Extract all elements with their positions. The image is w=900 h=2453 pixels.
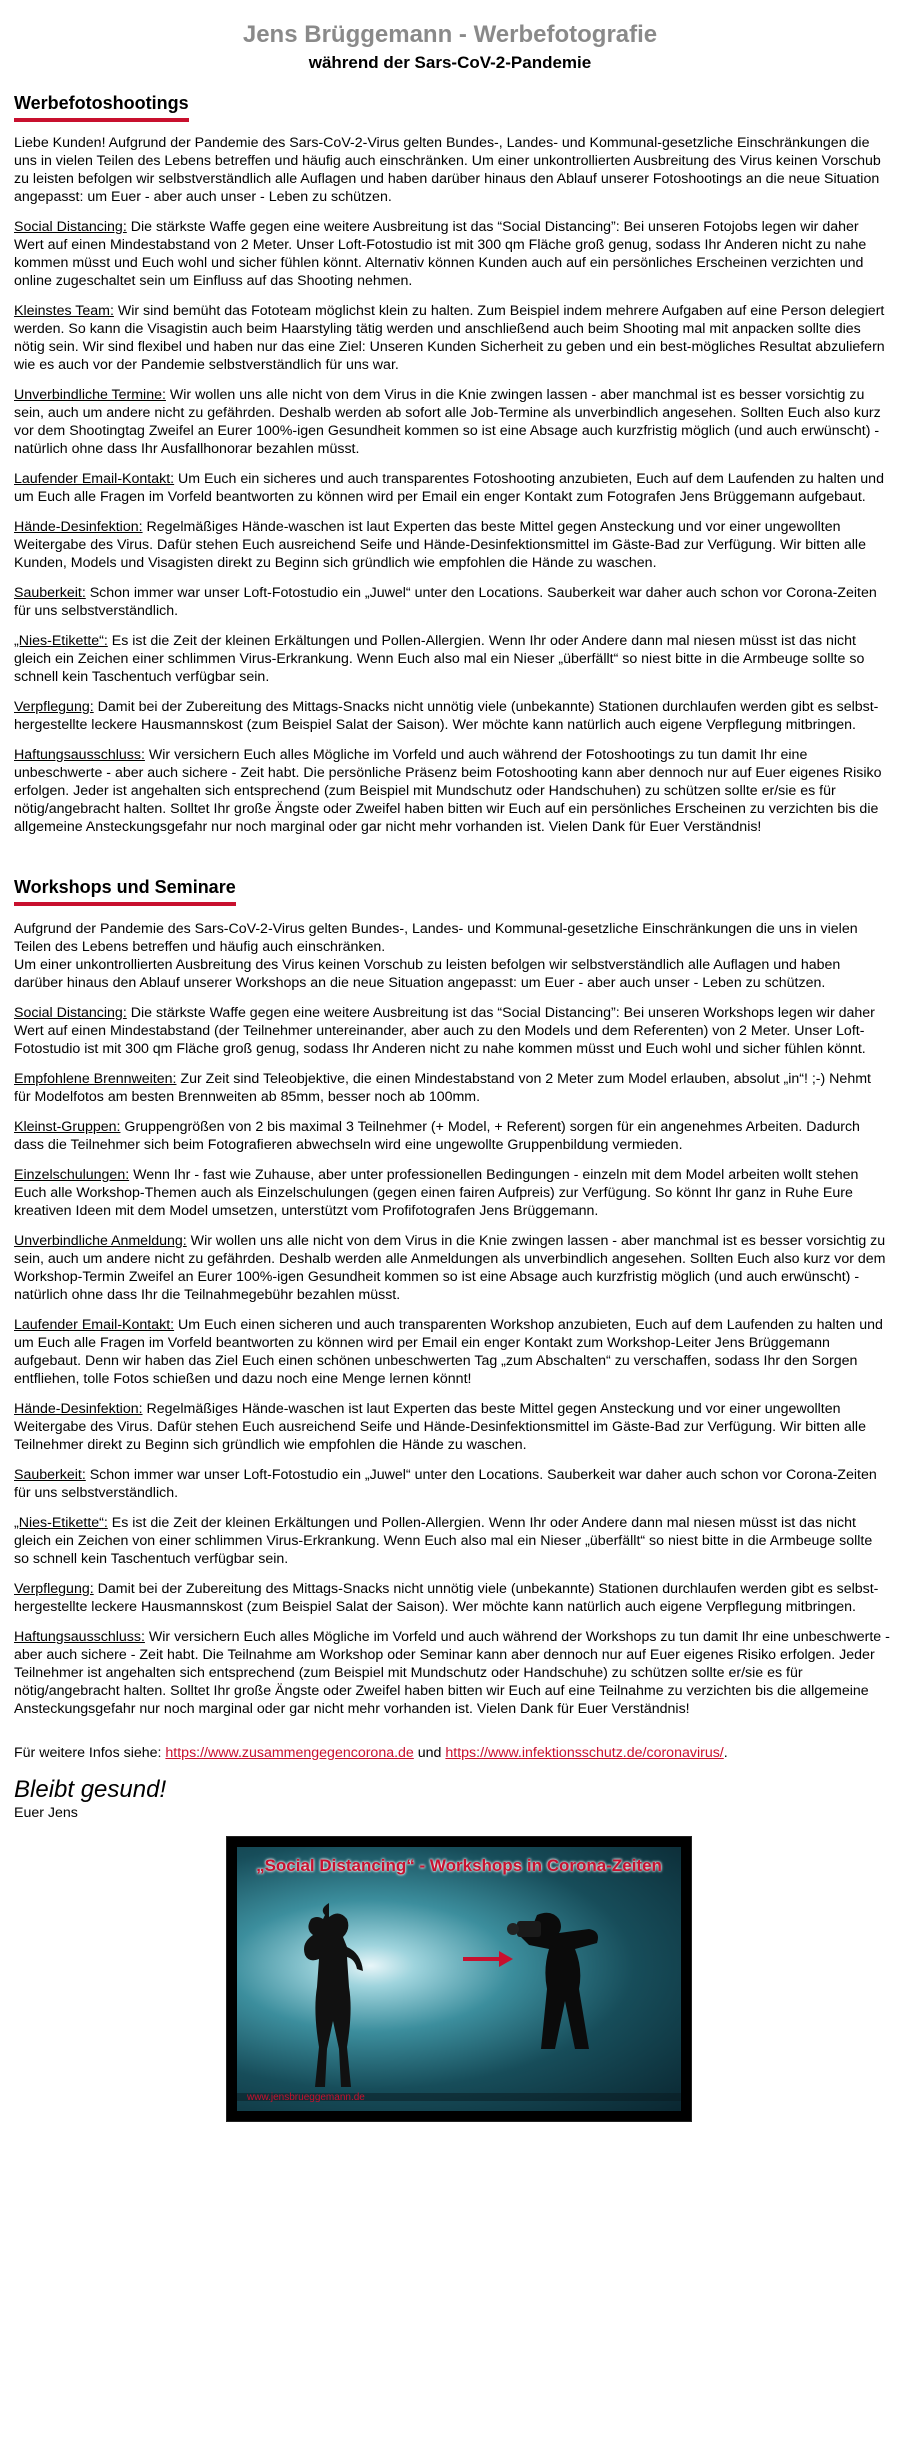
rule-paragraph xyxy=(14,584,890,620)
rule-paragraph xyxy=(14,632,890,686)
rule-label: Haftungsausschluss: xyxy=(14,1629,145,1645)
section-workshops xyxy=(8,836,892,1718)
page-subtitle: während der Sars-CoV-2-Pandemie xyxy=(308,53,592,72)
arrow-head-icon xyxy=(499,1951,513,1967)
info-mid: und xyxy=(413,1745,446,1761)
rule-text: Regelmäßiges Hände-waschen ist laut Experten das beste Mittel gegen Ansteckung und vor einer ungewollten Weitergabe des Virus. Dafür stehen Euch ausreichend Seife und Hände-Desinfektionsmittel im Gäste-Bad zur Verfügung. Wir bitten alle Teilnehmer direkt zu Beginn sich gründlich wie empfohlen die Hände zu waschen. xyxy=(14,1401,866,1453)
intro-line: Aufgrund der Pandemie des Sars-CoV-2-Virus gelten Bundes-, Landes- und Kommunal-gesetzliche Einschränkungen die uns in vielen Teilen des Lebens betreffen und häufig auch einschränken. xyxy=(14,921,858,955)
signature: Euer Jens xyxy=(14,1805,78,1821)
link-zusammengegencorona[interactable]: https://www.zusammengegencorona.de xyxy=(165,1745,414,1761)
rule-label: Einzelschulungen: xyxy=(14,1167,130,1183)
rule-label: Laufender Email-Kontakt: xyxy=(14,471,175,487)
model-silhouette xyxy=(304,1903,363,2087)
banner-url: www.jensbrueggemann.de xyxy=(247,2092,365,2103)
rule-text: Es ist die Zeit der kleinen Erkältungen und Pollen-Allergien. Wenn Ihr oder Andere dann mal niesen müsst ist das nicht gleich ein Zeichen von einer schlimmen Virus-Erkrankung. Wenn Euch also mal ein Nieser „überfällt“ so niest bitte in die Armbeuge sollte so schnell kein Taschentuch verfügbar sein. xyxy=(14,1515,873,1567)
rule-paragraph xyxy=(14,1118,890,1154)
rule-paragraph xyxy=(14,698,890,734)
rule-label: Kleinst-Gruppen: xyxy=(14,1119,121,1135)
rule-text: Um Euch ein sicheres und auch transparentes Fotoshooting anzubieten, Euch auf dem Laufenden zu halten und um Euch alle Fragen im Vorfeld beantworten zu können wird per Email ein enger Kontakt zum Fotografen Jens Brüggemann aufgebaut. xyxy=(14,471,884,505)
rule-label: Sauberkeit: xyxy=(14,1467,86,1483)
camera-icon xyxy=(517,1921,541,1937)
section-heading-shootings: Werbefotoshootings xyxy=(14,92,189,122)
rule-paragraph xyxy=(14,386,890,458)
rule-label: Unverbindliche Anmeldung: xyxy=(14,1233,187,1249)
rule-label: Empfohlene Brennweiten: xyxy=(14,1071,177,1087)
rule-paragraph xyxy=(14,1580,890,1616)
rule-paragraph xyxy=(14,218,890,290)
banner-title: „Social Distancing“ - Workshops in Corona-Zeiten xyxy=(256,1856,662,1875)
rule-label: „Nies-Etikette“: xyxy=(14,1515,108,1531)
rule-paragraph xyxy=(14,1004,890,1058)
rule-text: Schon immer war unser Loft-Fotostudio ein „Juwel“ unter den Locations. Sauberkeit war daher auch schon vor Corona-Zeiten für uns selbstverständlich. xyxy=(14,1467,877,1501)
rule-text: Die stärkste Waffe gegen eine weitere Ausbreitung ist das “Social Distancing”: Bei unseren Fotojobs legen wir daher Wert auf einen Mindestabstand von 2 Meter. Unser Loft-Fotostudio ist mit 300 qm Fläche groß genug, sodass Ihr Anderen nicht zu nahe kommen müsst und Euch wohl und sicher fühlen könnt. Alternativ können Kunden auch auf ein persönliches Erscheinen verzichten und online zugeschaltet sein um Einfluss auf das Shooting nehmen. xyxy=(14,219,867,289)
intro-paragraph: Liebe Kunden! Aufgrund der Pandemie des Sars-CoV-2-Virus gelten Bundes-, Landes- und Kommunal-gesetzliche Einschränkungen die uns in vielen Teilen des Lebens betreffen und häufig auch einschränken. Um einer unkontrollierten Ausbreitung des Virus keinen Vorschub zu leisten befolgen wir selbstverständlich alle Auflagen und haben darüber hinaus den Ablauf unserer Fotoshootings an die neue Situation angepasst: um Euer - aber auch unser - Leben zu schützen. xyxy=(14,135,881,205)
silhouette-illustration xyxy=(237,1847,681,2111)
rule-text: Damit bei der Zubereitung des Mittags-Snacks nicht unnötig viele (unbekannte) Stationen durchlaufen werden gibt es selbst-hergestellte leckere Hausmannskost (zum Beispiel Salat der Saison). Wer möchte kann natürlich auch eigene Verpflegung mitbringen. xyxy=(14,1581,879,1615)
rule-text: Gruppengrößen von 2 bis maximal 3 Teilnehmer (+ Model, + Referent) sorgen für ein angenehmes Arbeiten. Dadurch dass die Teilnehmer sich beim Fotografieren abwechseln wird eine ungewollte Gruppenbildung vermieden. xyxy=(14,1119,860,1153)
rule-paragraph xyxy=(14,746,890,836)
intro-line: Um einer unkontrollierten Ausbreitung des Virus keinen Vorschub zu leisten befolgen wir selbstverständlich alle Auflagen und haben darüber hinaus den Ablauf unserer Workshops an die neue Situation angepasst: um Euer - aber auch unser - Leben zu schützen. xyxy=(14,957,841,991)
rule-text: Wenn Ihr - fast wie Zuhause, aber unter professionellen Bedingungen - einzeln mit dem Model arbeiten wollt stehen Euch alle Workshop-Themen auch als Einzelschulungen (gegen einen fairen Aufpreis) zur Verfügung. So könnt Ihr ganz in Ruhe Eure kreativen Ideen mit dem Model umsetzen, unterstützt vom Profifotografen Jens Brüggemann. xyxy=(14,1167,859,1219)
rule-text: Wir versichern Euch alles Mögliche im Vorfeld und auch während der Fotoshootings zu tun damit Ihr eine unbeschwerte - aber auch sichere - Zeit habt. Die persönliche Präsenz beim Fotoshooting kann aber dennoch nur auf Euer eigenes Risiko erfolgen. Jeder ist angehalten sich entsprechend (zum Beispiel mit Mundschutz oder Handschuhen) zu schützen sollte er/sie es für nötig/angebracht halten. Solltet Ihr große Ängste oder Zweifel haben bitten wir Euch auf ein persönliches Erscheinen zu verzichten bis die allgemeine Ansteckungsgefahr nur noch marginal oder gar nicht mehr vorhanden ist. Vielen Dank für Euer Verständnis! xyxy=(14,747,882,835)
rule-label: Hände-Desinfektion: xyxy=(14,519,143,535)
rule-paragraph xyxy=(14,302,890,374)
link-infektionsschutz[interactable]: https://www.infektionsschutz.de/coronavirus/ xyxy=(445,1745,724,1761)
rule-text: Wir versichern Euch alles Mögliche im Vorfeld und auch während der Workshops zu tun damit Ihr eine unbeschwerte - aber auch sichere - Zeit habt. Die Teilnahme am Workshop oder Seminar kann aber dennoch nur auf Euer eigenes Risiko erfolgen. Jeder Teilnehmer ist angehalten sich entsprechend (zum Beispiel mit Mundschutz oder Handschuhe) zu schützen sollte er/sie es für nötig/angebracht halten. Solltet Ihr große Ängste oder Zweifel haben bitten wir Euch auf eine Teilnahme zu verzichten bis die allgemeine Ansteckungsgefahr nur noch marginal oder gar nicht mehr vorhanden ist. Vielen Dank für Euer Verständnis! xyxy=(14,1629,890,1717)
rule-text: Um Euch einen sicheren und auch transparenten Workshop anzubieten, Euch auf dem Laufenden zu halten und um Euch alle Fragen im Vorfeld beantworten zu können wird per Email ein enger Kontakt zum Workshop-Leiter Jens Brüggemann aufgebaut. Denn wir haben das Ziel Euch einen schönen unbeschwerten Tag „zum Abschalten“ zu verschaffen, sodass Ihr den Sorgen entfliehen, tolle Fotos schießen und dazu noch eine Menge lernen könnt! xyxy=(14,1317,883,1387)
rule-paragraph xyxy=(14,1070,890,1106)
banner-photo xyxy=(237,1847,681,2111)
rule-label: Laufender Email-Kontakt: xyxy=(14,1317,175,1333)
rule-text: Es ist die Zeit der kleinen Erkältungen und Pollen-Allergien. Wenn Ihr oder Andere dann mal niesen müsst ist das nicht gleich ein Zeichen einer schlimmen Virus-Erkrankung. Wenn Euch also mal ein Nieser „überfällt“ so niest bitte in die Armbeuge sollte so schnell kein Taschentuch verfügbar sein. xyxy=(14,633,865,685)
section-heading-workshops: Workshops und Seminare xyxy=(14,876,236,906)
intro-paragraph xyxy=(14,920,890,992)
rule-label: Verpflegung: xyxy=(14,699,94,715)
rule-label: Sauberkeit: xyxy=(14,585,86,601)
rule-label: Hände-Desinfektion: xyxy=(14,1401,143,1417)
rule-paragraph xyxy=(14,1466,890,1502)
signoff: Bleibt gesund! xyxy=(14,1776,167,1803)
page-title: Jens Brüggemann - Werbefotografie xyxy=(242,21,658,48)
rule-text: Die stärkste Waffe gegen eine weitere Ausbreitung ist das “Social Distancing”: Bei unseren Workshops legen wir daher Wert auf einen Mindestabstand (der Teilnehmer untereinander, aber auch zu den Models und dem Referenten) von 2 Meter. Unser Loft-Fotostudio ist mit 300 qm Fläche groß genug, sodass Ihr Anderen nicht zu nahe kommen müsst und Euch wohl und sicher fühlen könnt. xyxy=(14,1005,875,1057)
rule-text: Wir wollen uns alle nicht von dem Virus in die Knie zwingen lassen - aber manchmal ist es besser vorsichtig zu sein, auch um andere nicht zu gefährden. Deshalb werden alle Anmeldungen als unverbindlich angesehen. Sollten Euch also kurz vor dem Workshop-Termin Zweifel an Eurer 100%-igen Gesundheit kommen so ist eine Absage auch kurzfristig möglich (und auch erwünscht) - natürlich ohne dass Ihr die Teilnahmegebühr bezahlen müsst. xyxy=(14,1233,886,1303)
rule-label: Social Distancing: xyxy=(14,219,127,235)
rule-paragraph xyxy=(14,1166,890,1220)
rule-text: Wir wollen uns alle nicht von dem Virus in die Knie zwingen lassen - aber manchmal ist es besser vorsichtig zu sein, auch um andere nicht zu gefährden. Deshalb werden ab sofort alle Job-Termine als unverbindlich angesehen. Sollten Euch also kurz vor dem Shootingtag Zweifel an Eurer 100%-igen Gesundheit kommen so ist eine Absage auch kurzfristig möglich (und auch erwünscht) - natürlich ohne dass Ihr Ausfallhonorar bezahlen müsst. xyxy=(14,387,881,457)
rule-label: Kleinstes Team: xyxy=(14,303,114,319)
section-shootings xyxy=(8,74,892,836)
info-prefix: Für weitere Infos siehe: xyxy=(14,1745,166,1761)
info-links xyxy=(14,1744,890,1762)
rule-label: Unverbindliche Termine: xyxy=(14,387,166,403)
rule-text: Schon immer war unser Loft-Fotostudio ein „Juwel“ unter den Locations. Sauberkeit war daher auch schon vor Corona-Zeiten für uns selbstverständlich. xyxy=(14,585,877,619)
rule-paragraph xyxy=(14,518,890,572)
rule-paragraph xyxy=(14,1400,890,1454)
rule-label: „Nies-Etikette“: xyxy=(14,633,108,649)
rule-label: Social Distancing: xyxy=(14,1005,127,1021)
info-suffix: . xyxy=(723,1745,728,1761)
rule-label: Verpflegung: xyxy=(14,1581,94,1597)
rule-paragraph xyxy=(14,1232,890,1304)
rule-text: Regelmäßiges Hände-waschen ist laut Experten das beste Mittel gegen Ansteckung und vor einer ungewollten Weitergabe des Virus. Dafür stehen Euch ausreichend Seife und Hände-Desinfektionsmittel im Gäste-Bad zur Verfügung. Wir bitten alle Kunden, Models und Visagisten direkt zu Beginn sich gründlich wie empfohlen die Hände zu waschen. xyxy=(14,519,866,571)
banner-image xyxy=(226,1836,692,2122)
rule-paragraph xyxy=(14,1316,890,1388)
rule-text: Damit bei der Zubereitung des Mittags-Snacks nicht unnötig viele (unbekannte) Stationen durchlaufen werden gibt es selbst-hergestellte leckere Hausmannskost (zum Beispiel Salat der Saison). Wer möchte kann natürlich auch eigene Verpflegung mitbringen. xyxy=(14,699,879,733)
rule-paragraph xyxy=(14,1514,890,1568)
rule-label: Haftungsausschluss: xyxy=(14,747,145,763)
rule-text: Wir sind bemüht das Fototeam möglichst klein zu halten. Zum Beispiel indem mehrere Aufgaben auf eine Person delegiert werden. So kann die Visagistin auch beim Haarstyling tätig werden und anschließend auch beim Shooting mal mit anpacken sollte dies nötig sein. Wir sind flexibel und haben nur das eine Ziel: Unseren Kunden Sicherheit zu geben und ein best-mögliches Resultat abzuliefern wie es auch vor der Pandemie selbstverständlich für uns war. xyxy=(14,303,885,373)
rule-paragraph xyxy=(14,1628,890,1718)
rule-text: Zur Zeit sind Teleobjektive, die einen Mindestabstand von 2 Meter zum Model erlauben, absolut „in“! ;-) Nehmt für Modelfotos am besten Brennweiten ab 85mm, besser noch ab 100mm. xyxy=(14,1071,871,1105)
lens-icon xyxy=(507,1923,519,1935)
rule-paragraph xyxy=(14,470,890,506)
